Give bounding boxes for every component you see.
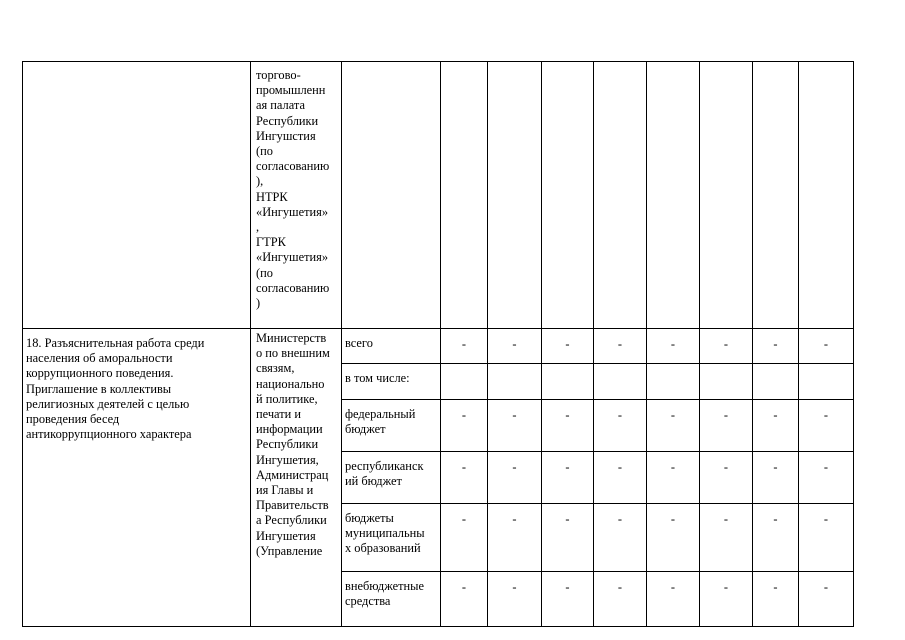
value-cell: -: [753, 452, 799, 504]
value-cell: -: [799, 504, 854, 572]
value-cell: [441, 364, 488, 400]
program-table: [22, 61, 854, 627]
value-cell: -: [799, 400, 854, 452]
value-cell: -: [799, 572, 854, 627]
value-cell: -: [542, 329, 594, 364]
value-cell: -: [488, 572, 542, 627]
value-cell: -: [441, 452, 488, 504]
funding-source-cell: [342, 452, 441, 504]
table-row: [23, 329, 854, 364]
executor-text-line: ,: [256, 220, 260, 235]
executor-text-line: ия Главы и: [256, 483, 314, 498]
value-cell: -: [799, 329, 854, 364]
executor-cell-continuation: [251, 62, 342, 329]
value-cell: -: [542, 452, 594, 504]
value-cell: [700, 62, 753, 329]
value-cell: [441, 62, 488, 329]
funding-source-line: средства: [345, 594, 391, 609]
funding-source-line: бюджет: [345, 422, 386, 437]
value-cell: [647, 364, 700, 400]
executor-text-line: торгово-: [256, 68, 301, 82]
value-cell: -: [753, 329, 799, 364]
value-cell: -: [753, 504, 799, 572]
funding-source-cell: [342, 572, 441, 627]
executor-text-line: (по: [256, 144, 273, 159]
value-cell: [753, 364, 799, 400]
value-cell: -: [594, 504, 647, 572]
executor-text-line: (Управление: [256, 543, 323, 558]
value-cell: -: [647, 504, 700, 572]
value-cell: [799, 364, 854, 400]
value-cell: -: [488, 504, 542, 572]
executor-text-line: «Ингушетия»: [256, 250, 329, 265]
value-cell: -: [700, 452, 753, 504]
executor-text-line: ): [256, 296, 261, 311]
value-cell: [700, 364, 753, 400]
value-cell: [799, 62, 854, 329]
executor-text-line: печати и: [256, 407, 302, 422]
executor-text-line: Республики: [256, 113, 319, 128]
value-cell: -: [441, 572, 488, 627]
value-cell: -: [441, 400, 488, 452]
funding-source-cell: [342, 329, 441, 364]
value-cell: [753, 62, 799, 329]
funding-source-line: бюджеты: [345, 511, 394, 525]
executor-text-line: национально: [256, 376, 325, 391]
value-cell: -: [488, 400, 542, 452]
value-cell: -: [799, 452, 854, 504]
event-text-line: коррупционного поведения.: [26, 366, 174, 381]
value-cell: -: [700, 400, 753, 452]
event-cell-empty: [23, 62, 251, 329]
executor-text-line: Ингушстия: [256, 128, 316, 143]
value-cell: -: [647, 400, 700, 452]
funding-source-line: республиканск: [345, 459, 424, 473]
value-cell: [594, 364, 647, 400]
value-cell: -: [441, 329, 488, 364]
funding-source-line: муниципальны: [345, 526, 425, 541]
table-body: [23, 62, 854, 627]
executor-text-line: ),: [256, 174, 264, 189]
executor-text-line: согласованию: [256, 159, 330, 174]
executor-text-line: Министерств: [256, 331, 327, 345]
funding-source-line: в том числе:: [345, 371, 410, 385]
value-cell: [488, 364, 542, 400]
executor-text-line: й политике,: [256, 391, 318, 406]
value-cell: -: [542, 572, 594, 627]
funding-source-cell: [342, 364, 441, 400]
source-cell-empty: [342, 62, 441, 329]
event-text-line: религиозных деятелей с целью: [26, 396, 190, 411]
event-text-line: проведения бесед: [26, 412, 120, 427]
executor-text-line: Правительств: [256, 498, 329, 513]
funding-source-line: всего: [345, 336, 373, 350]
value-cell: -: [700, 572, 753, 627]
event-text-line: 18. Разъяснительная работа среди: [26, 336, 205, 350]
executor-text-line: согласованию: [256, 280, 330, 295]
value-cell: -: [594, 572, 647, 627]
value-cell: -: [542, 400, 594, 452]
executor-text-line: ГТРК: [256, 235, 286, 250]
executor-text-line: промышленн: [256, 83, 326, 98]
value-cell: [488, 62, 542, 329]
value-cell: -: [488, 452, 542, 504]
value-cell: [542, 364, 594, 400]
executor-text-line: информации: [256, 422, 323, 437]
executor-text-line: Ингушетия,: [256, 452, 319, 467]
value-cell: -: [488, 329, 542, 364]
funding-source-cell: [342, 400, 441, 452]
executor-text-line: НТРК: [256, 189, 288, 204]
executor-text-line: связям,: [256, 361, 295, 376]
event-cell: [23, 329, 251, 627]
funding-source-cell: [342, 504, 441, 572]
value-cell: [647, 62, 700, 329]
event-text-line: Приглашение в коллективы: [26, 381, 172, 396]
executor-text-line: ая палата: [256, 98, 305, 113]
value-cell: -: [753, 400, 799, 452]
value-cell: [594, 62, 647, 329]
value-cell: -: [647, 452, 700, 504]
executor-text-line: Ингушетия: [256, 528, 316, 543]
executor-text-line: Администрац: [256, 467, 329, 482]
value-cell: -: [647, 329, 700, 364]
executor-cell: [251, 329, 342, 627]
value-cell: -: [441, 504, 488, 572]
executor-text-line: о по внешним: [256, 346, 330, 361]
value-cell: -: [647, 572, 700, 627]
executor-text-line: «Ингушетия»: [256, 204, 329, 219]
value-cell: -: [753, 572, 799, 627]
value-cell: -: [594, 452, 647, 504]
funding-source-line: х образований: [345, 541, 421, 556]
value-cell: [542, 62, 594, 329]
event-text-line: населения об аморальности: [26, 351, 173, 366]
event-text-line: антикоррупционного характера: [26, 427, 192, 442]
funding-source-line: федеральный: [345, 407, 416, 421]
value-cell: -: [700, 329, 753, 364]
funding-source-line: ий бюджет: [345, 474, 402, 489]
value-cell: -: [594, 329, 647, 364]
value-cell: -: [542, 504, 594, 572]
value-cell: -: [700, 504, 753, 572]
executor-text-line: а Республики: [256, 513, 327, 528]
table-row-continuation: [23, 62, 854, 329]
executor-text-line: (по: [256, 265, 273, 280]
value-cell: -: [594, 400, 647, 452]
executor-text-line: Республики: [256, 437, 319, 452]
funding-source-line: внебюджетные: [345, 579, 424, 593]
